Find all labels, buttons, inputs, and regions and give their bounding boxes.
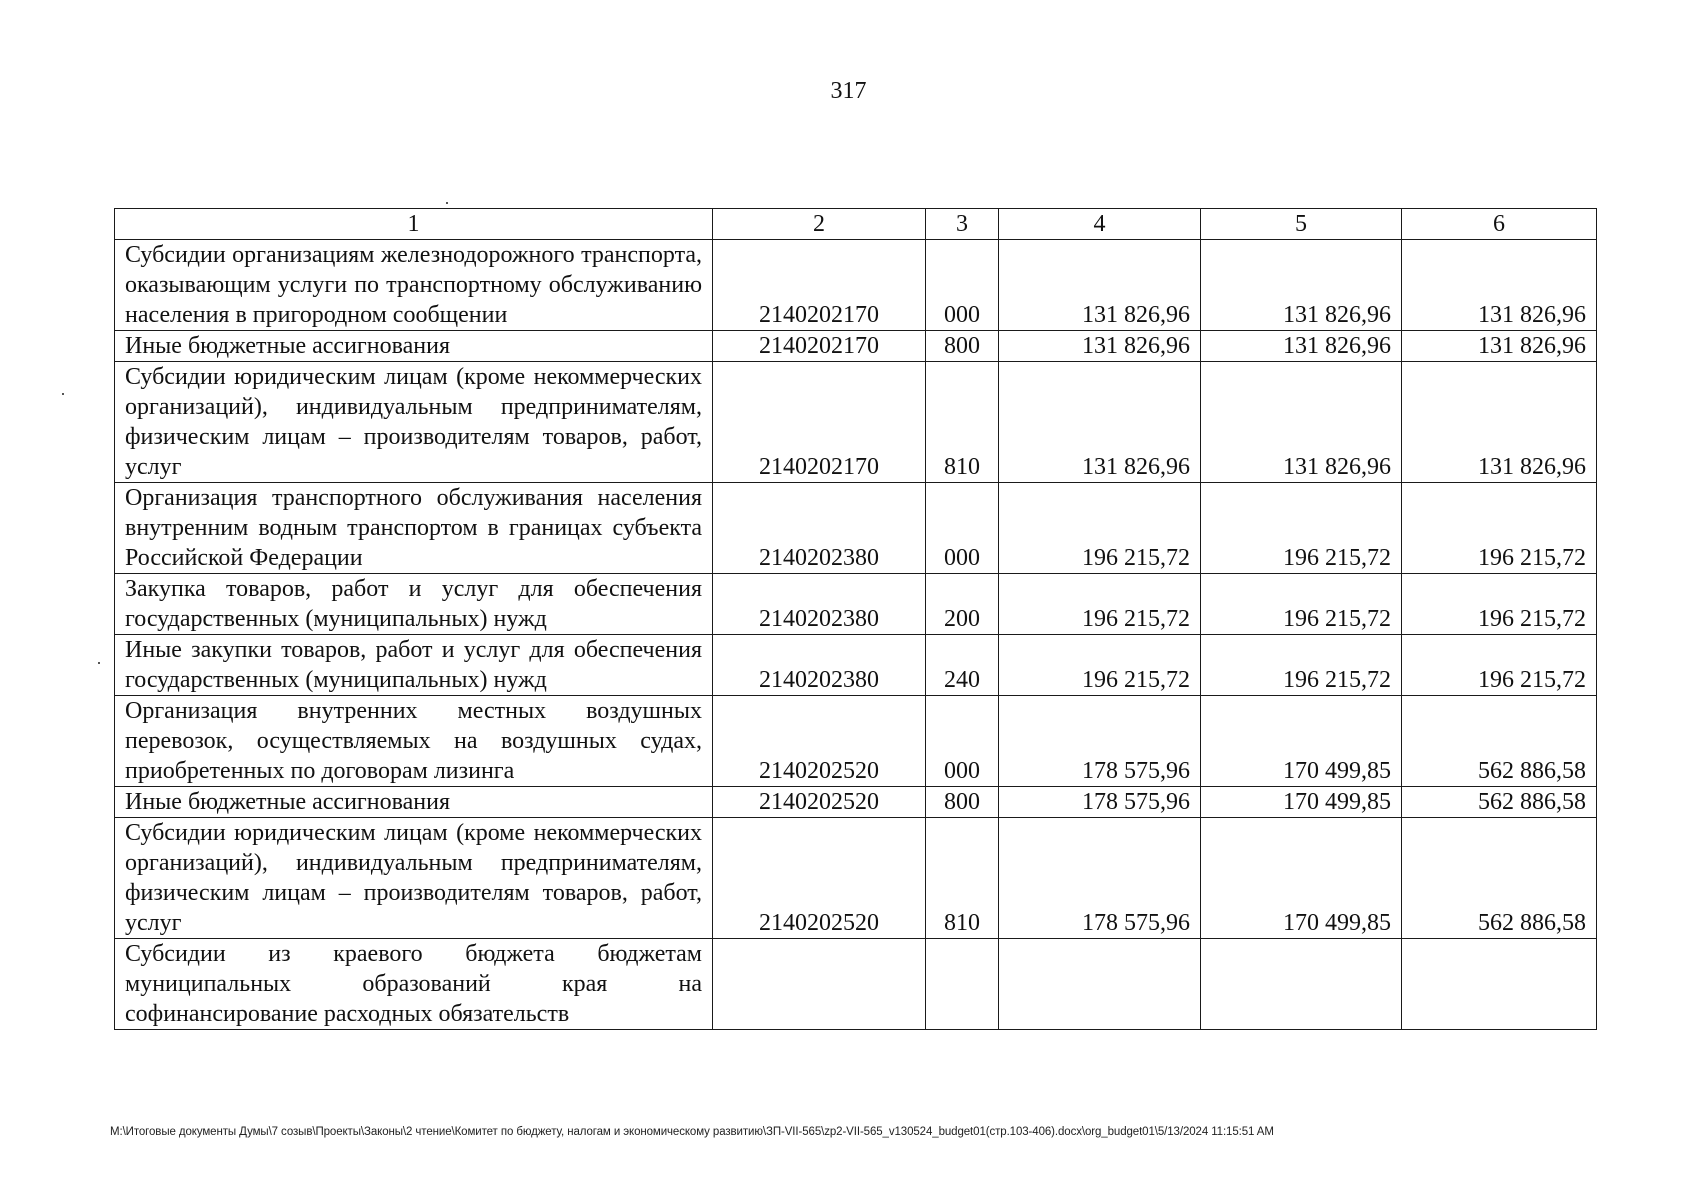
amount-column-5: 131 826,96 xyxy=(1201,331,1402,362)
expense-type-code: 000 xyxy=(926,696,999,787)
row-description: Иные бюджетные ассигнования xyxy=(115,331,713,362)
row-description: Субсидии юридическим лицам (кроме некоммерческих организаций), индивидуальным предпринимателям, физическим лицам – производителям товаров, работ, услуг xyxy=(115,362,713,483)
table-row xyxy=(115,818,1597,939)
expense-type-code: 810 xyxy=(926,362,999,483)
amount-column-4: 131 826,96 xyxy=(999,362,1201,483)
column-header: 6 xyxy=(1402,209,1597,240)
table-row xyxy=(115,635,1597,696)
amount-column-6 xyxy=(1402,939,1597,1030)
column-header: 2 xyxy=(713,209,926,240)
expense-type-code: 800 xyxy=(926,787,999,818)
expense-type-code: 800 xyxy=(926,331,999,362)
row-description: Организация транспортного обслуживания населения внутренним водным транспортом в границах субъекта Российской Федерации xyxy=(115,483,713,574)
amount-column-5: 196 215,72 xyxy=(1201,574,1402,635)
page-number: 317 xyxy=(830,78,867,104)
expense-type-code xyxy=(926,939,999,1030)
scan-speck xyxy=(62,393,64,395)
row-description: Субсидии организациям железнодорожного транспорта, оказывающим услуги по транспортному обслуживанию населения в пригородном сообщении xyxy=(115,240,713,331)
amount-column-5: 196 215,72 xyxy=(1201,635,1402,696)
row-description: Иные закупки товаров, работ и услуг для обеспечения государственных (муниципальных) нужд xyxy=(115,635,713,696)
target-article-code: 2140202520 xyxy=(713,787,926,818)
amount-column-4 xyxy=(999,939,1201,1030)
row-description: Субсидии из краевого бюджета бюджетам муниципальных образований края на софинансирование расходных обязательств xyxy=(115,939,713,1030)
target-article-code: 2140202170 xyxy=(713,240,926,331)
amount-column-6: 562 886,58 xyxy=(1402,818,1597,939)
expense-type-code: 810 xyxy=(926,818,999,939)
table-row xyxy=(115,787,1597,818)
amount-column-5: 131 826,96 xyxy=(1201,240,1402,331)
amount-column-4: 196 215,72 xyxy=(999,483,1201,574)
target-article-code: 2140202380 xyxy=(713,483,926,574)
table-row xyxy=(115,331,1597,362)
table-row xyxy=(115,939,1597,1030)
column-header: 1 xyxy=(115,209,713,240)
target-article-code xyxy=(713,939,926,1030)
amount-column-4: 178 575,96 xyxy=(999,787,1201,818)
expense-type-code: 240 xyxy=(926,635,999,696)
target-article-code: 2140202520 xyxy=(713,696,926,787)
table-row xyxy=(115,483,1597,574)
scan-speck xyxy=(446,202,448,204)
amount-column-6: 131 826,96 xyxy=(1402,362,1597,483)
amount-column-4: 131 826,96 xyxy=(999,331,1201,362)
amount-column-4: 131 826,96 xyxy=(999,240,1201,331)
amount-column-5: 196 215,72 xyxy=(1201,483,1402,574)
amount-column-4: 178 575,96 xyxy=(999,818,1201,939)
table-row xyxy=(115,696,1597,787)
column-header: 4 xyxy=(999,209,1201,240)
amount-column-5 xyxy=(1201,939,1402,1030)
amount-column-6: 131 826,96 xyxy=(1402,240,1597,331)
expense-type-code: 000 xyxy=(926,240,999,331)
row-description: Иные бюджетные ассигнования xyxy=(115,787,713,818)
target-article-code: 2140202380 xyxy=(713,574,926,635)
target-article-code: 2140202170 xyxy=(713,362,926,483)
table-row xyxy=(115,362,1597,483)
document-file-path-footer: M:\Итоговые документы Думы\7 созыв\Проекты\Законы\2 чтение\Комитет по бюджету, налогам и экономическому развитию\ЗП-VII-565\zp2-VII-565_v130524_budget01(стр.103-406).docx\org_budget01\5/13/2024 11:15:51 AM xyxy=(110,1126,1274,1138)
column-header: 3 xyxy=(926,209,999,240)
column-header: 5 xyxy=(1201,209,1402,240)
target-article-code: 2140202170 xyxy=(713,331,926,362)
row-description: Закупка товаров, работ и услуг для обеспечения государственных (муниципальных) нужд xyxy=(115,574,713,635)
amount-column-5: 170 499,85 xyxy=(1201,818,1402,939)
budget-table xyxy=(114,208,1597,1030)
amount-column-6: 196 215,72 xyxy=(1402,574,1597,635)
target-article-code: 2140202380 xyxy=(713,635,926,696)
table-header-row xyxy=(115,209,1597,240)
row-description: Организация внутренних местных воздушных перевозок, осуществляемых на воздушных судах, приобретенных по договорам лизинга xyxy=(115,696,713,787)
scan-speck xyxy=(98,662,100,664)
amount-column-5: 170 499,85 xyxy=(1201,696,1402,787)
expense-type-code: 200 xyxy=(926,574,999,635)
amount-column-4: 196 215,72 xyxy=(999,574,1201,635)
table-row xyxy=(115,240,1597,331)
amount-column-6: 196 215,72 xyxy=(1402,483,1597,574)
amount-column-6: 131 826,96 xyxy=(1402,331,1597,362)
table-row xyxy=(115,574,1597,635)
amount-column-6: 562 886,58 xyxy=(1402,696,1597,787)
row-description: Субсидии юридическим лицам (кроме некоммерческих организаций), индивидуальным предпринимателям, физическим лицам – производителям товаров, работ, услуг xyxy=(115,818,713,939)
amount-column-4: 196 215,72 xyxy=(999,635,1201,696)
amount-column-6: 562 886,58 xyxy=(1402,787,1597,818)
expense-type-code: 000 xyxy=(926,483,999,574)
amount-column-4: 178 575,96 xyxy=(999,696,1201,787)
amount-column-5: 131 826,96 xyxy=(1201,362,1402,483)
target-article-code: 2140202520 xyxy=(713,818,926,939)
amount-column-5: 170 499,85 xyxy=(1201,787,1402,818)
amount-column-6: 196 215,72 xyxy=(1402,635,1597,696)
